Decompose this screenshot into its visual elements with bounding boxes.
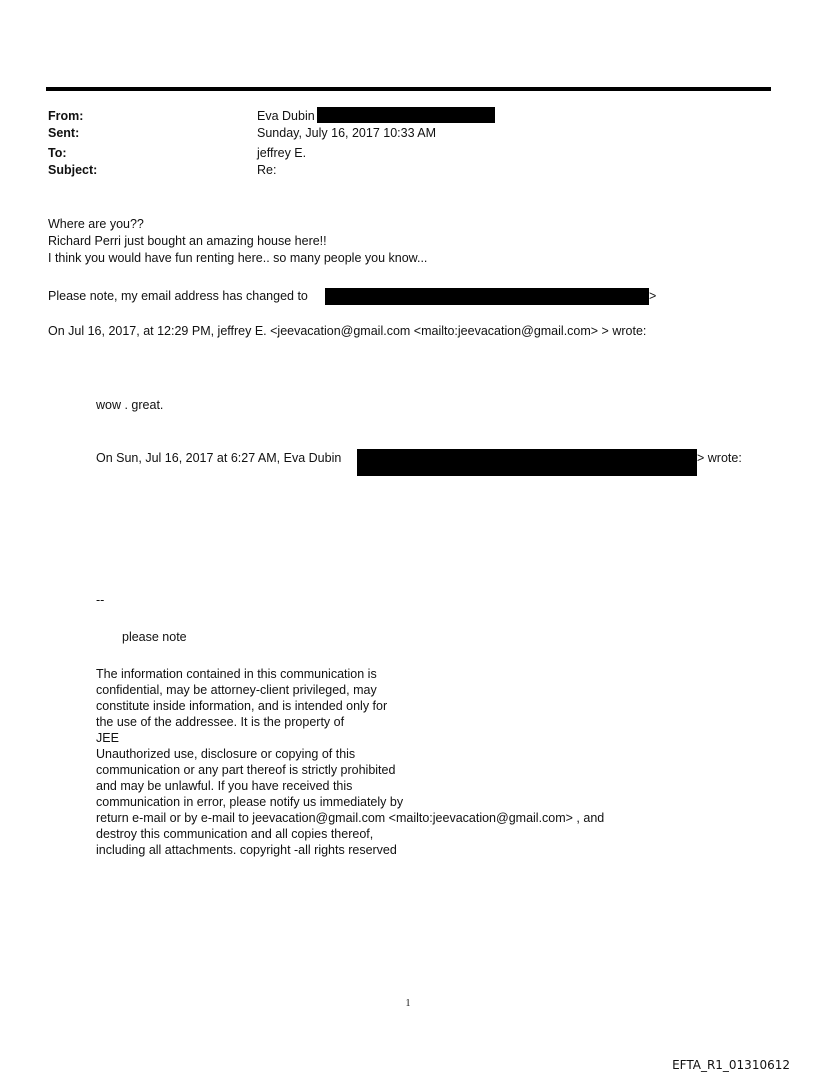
to-label: To: (48, 146, 67, 160)
disclaimer-line: the use of the addressee. It is the property of (96, 715, 345, 729)
disclaimer-line: communication or any part thereof is strictly prohibited (96, 763, 396, 777)
email-change-note: Please note, my email address has changed to (48, 289, 308, 303)
disclaimer-line: communication in error, please notify us immediately by (96, 795, 404, 809)
disclaimer-line: and may be unlawful. If you have received this (96, 779, 353, 793)
page-number: 1 (405, 998, 411, 1009)
quoted-header: On Sun, Jul 16, 2017 at 6:27 AM, Eva Dubin (96, 451, 342, 465)
disclaimer (96, 666, 604, 858)
disclaimer-line: constitute inside information, and is intended only for (96, 699, 388, 713)
from-value: Eva Dubin (257, 109, 315, 123)
quoted-reply: wow . great. (96, 398, 164, 412)
redaction-box (325, 288, 649, 305)
note-close-bracket: > (649, 289, 657, 303)
disclaimer-line: including all attachments. copyright -all rights reserved (96, 843, 397, 857)
disclaimer-line: The information contained in this communication is (96, 667, 377, 681)
please-note: please note (122, 630, 187, 644)
disclaimer-line: JEE (96, 731, 119, 745)
bates-number: EFTA_R1_01310612 (672, 1058, 790, 1072)
subject-label: Subject: (48, 163, 98, 177)
quote-header: On Jul 16, 2017, at 12:29 PM, jeffrey E. <jeevacation@gmail.com <mailto:jeevacation@gmail.com> > wrote: (48, 324, 647, 338)
disclaimer-line: confidential, may be attorney-client privileged, may (96, 683, 377, 697)
subject-value: Re: (257, 163, 277, 177)
sent-label: Sent: (48, 126, 80, 140)
redaction-box (317, 107, 495, 123)
header-rule (46, 87, 771, 91)
from-label: From: (48, 109, 84, 123)
to-value: jeffrey E. (257, 146, 307, 160)
disclaimer-line: Unauthorized use, disclosure or copying of this (96, 747, 356, 761)
body-line: I think you would have fun renting here.. so many people you know... (48, 251, 428, 265)
disclaimer-line: destroy this communication and all copies thereof, (96, 827, 374, 841)
sent-value: Sunday, July 16, 2017 10:33 AM (257, 126, 437, 140)
redaction-box (357, 449, 697, 476)
disclaimer-line: return e-mail or by e-mail to jeevacation@gmail.com <mailto:jeevacation@gmail.com> , and (96, 811, 605, 825)
body-line: Richard Perri just bought an amazing house here!! (48, 234, 327, 248)
body-line: Where are you?? (48, 217, 144, 231)
quoted-header-end: > wrote: (697, 451, 742, 465)
signature-separator: -- (96, 593, 105, 607)
